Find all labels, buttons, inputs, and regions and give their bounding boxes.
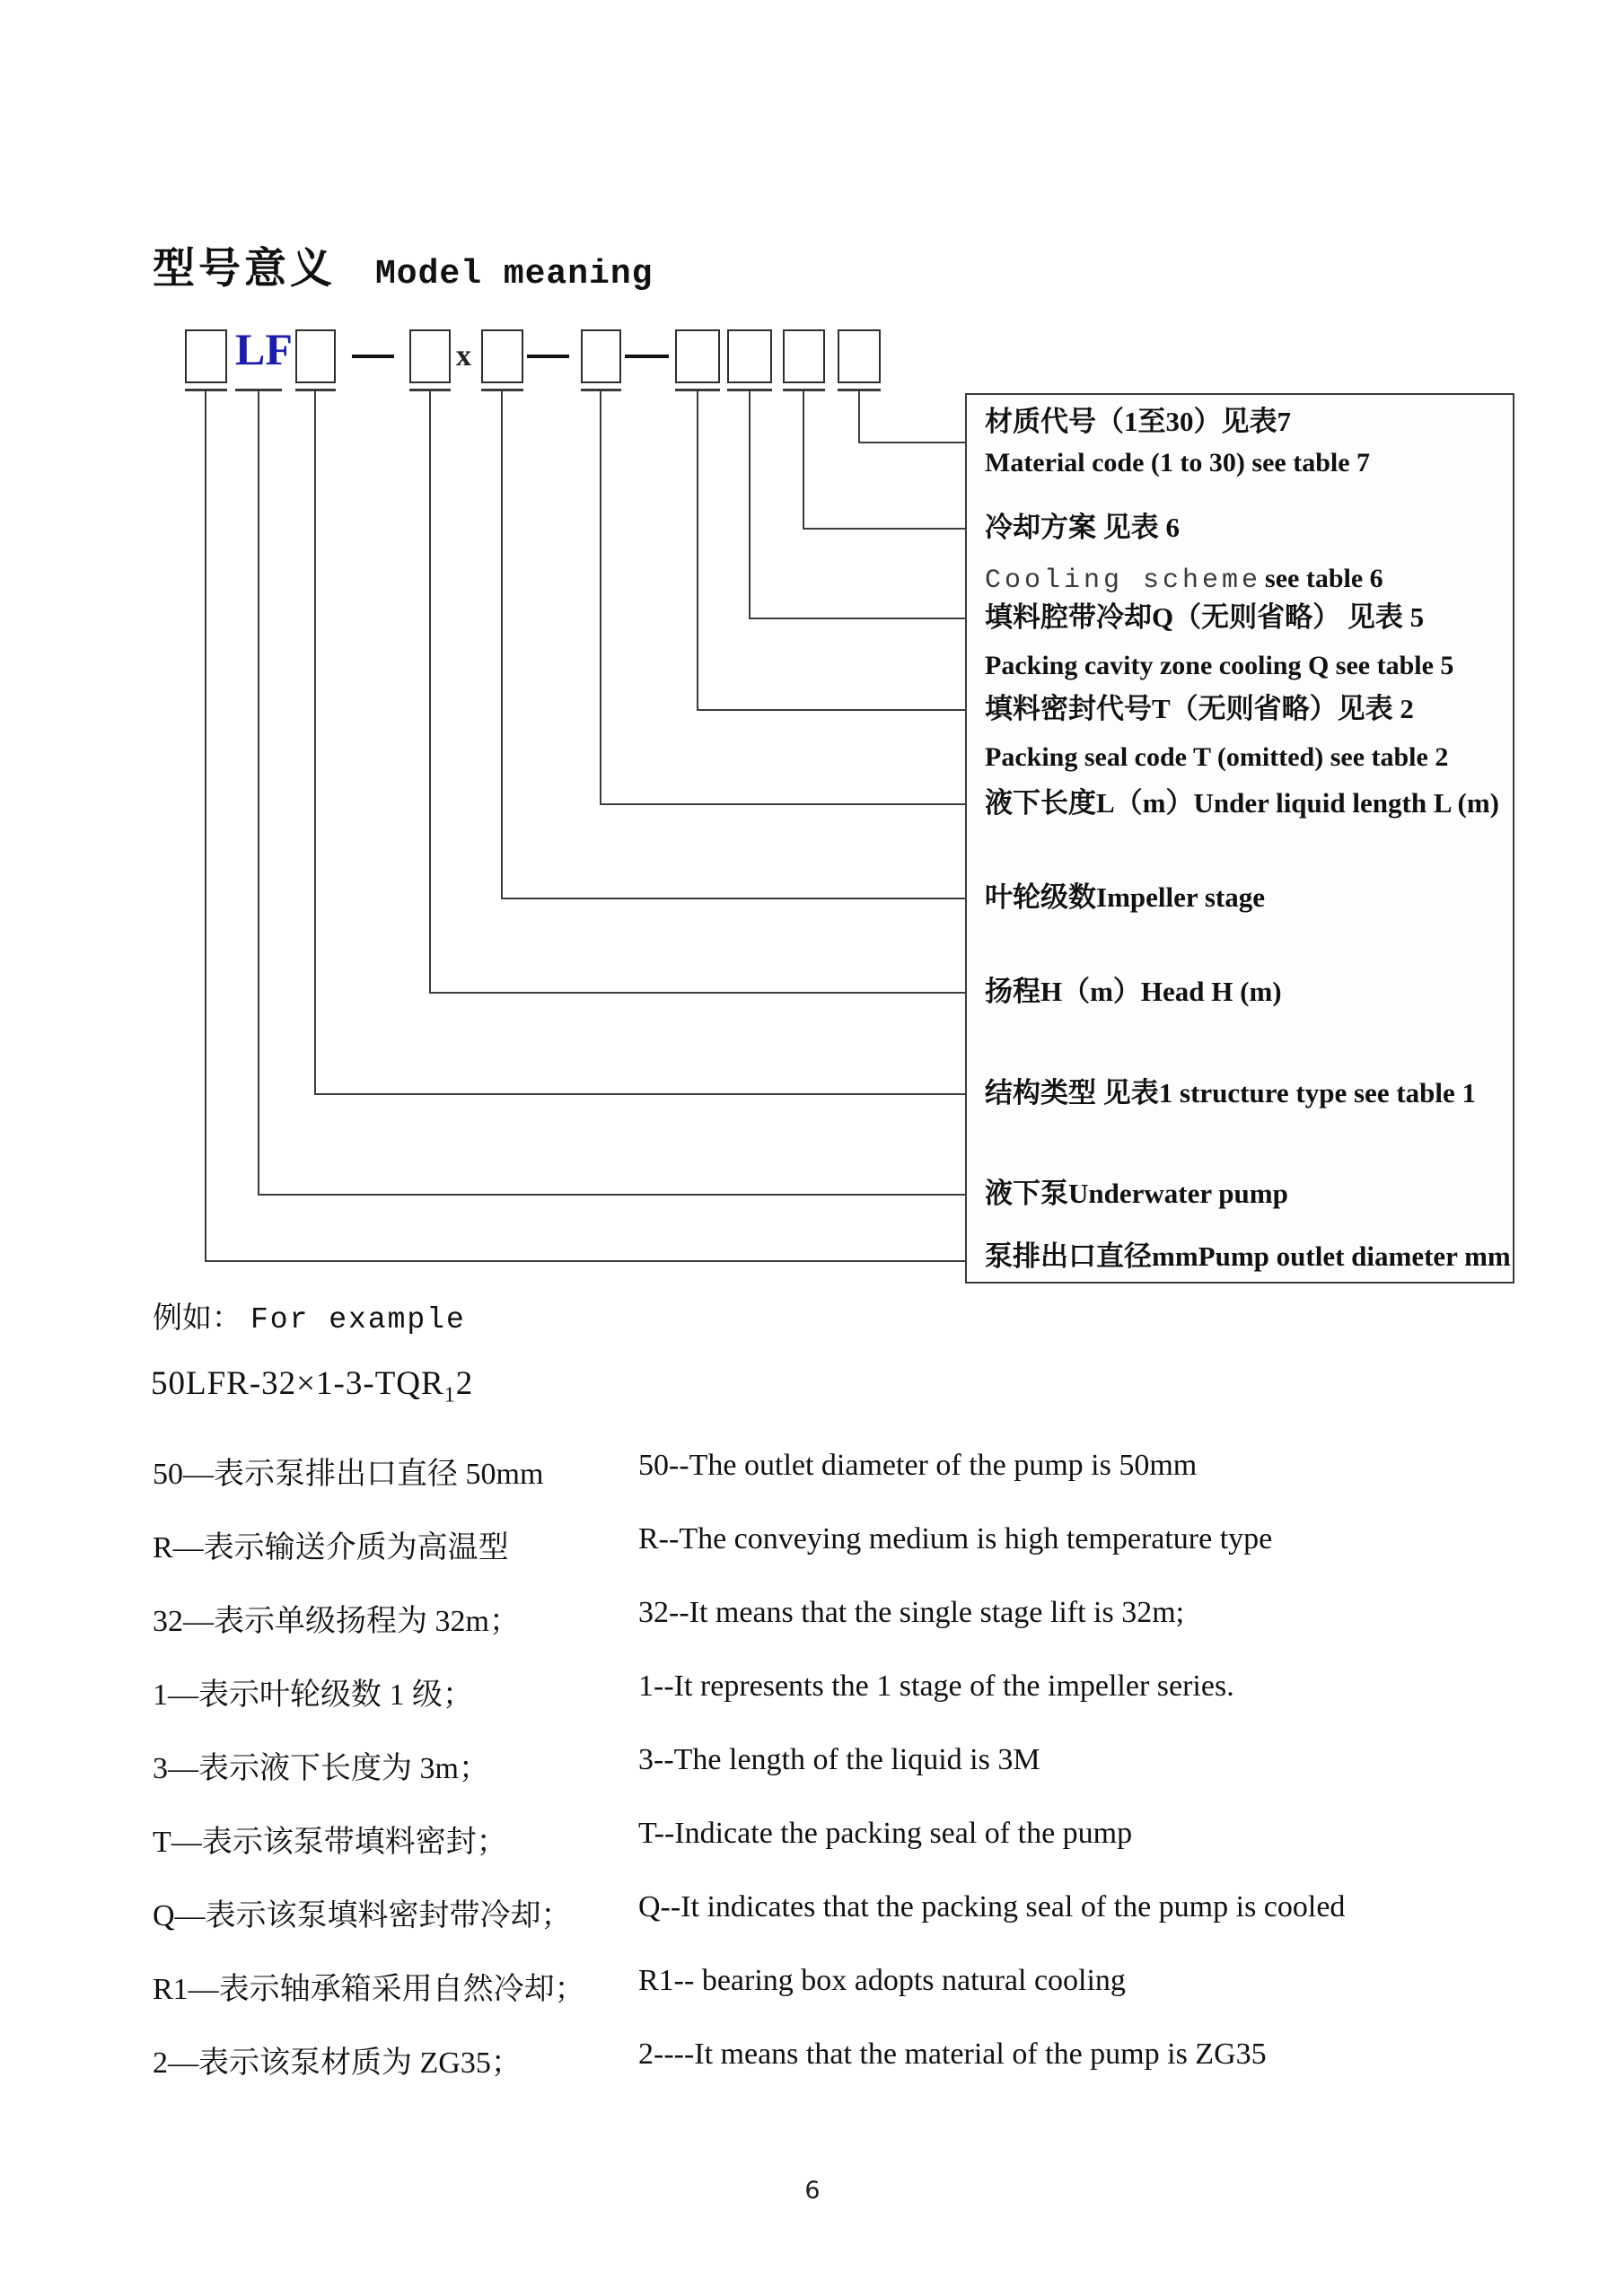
example-row-zh: R—表示输送介质为高温型: [153, 1531, 509, 1564]
example-row-en: 1--It represents the 1 stage of the impeller series.: [638, 1669, 1234, 1703]
example-row-en: T--Indicate the packing seal of the pump: [638, 1817, 1133, 1850]
example-row-zh: 1—表示叶轮级数 1 级；: [153, 1678, 473, 1712]
connector-material-code-h: [858, 442, 965, 443]
legend-material-code-en: Material code (1 to 30) see table 7: [985, 448, 1371, 478]
material-code-box: [838, 329, 881, 383]
connector-outlet-diameter-h: [205, 1260, 965, 1262]
impeller-stage-box: [481, 329, 523, 383]
connector-outlet-diameter-v: [205, 391, 206, 1260]
example-row-zh: 3—表示液下长度为 3m；: [153, 1752, 489, 1785]
connector-packing-cavity-h: [749, 618, 965, 619]
legend-packing-seal-en: Packing seal code T (omitted) see table 2: [985, 742, 1449, 772]
example-row-zh: 2—表示该泵材质为 ZG35；: [153, 2046, 522, 2080]
example-intro-zh: 例如：: [153, 1302, 241, 1335]
page-title-zh: 型号意义: [153, 246, 336, 293]
legend-packing-cavity-en: Packing cavity zone cooling Q see table 5: [985, 651, 1454, 680]
legend-under-liquid-length: 液下长度L（m）Under liquid length L (m): [985, 787, 1499, 819]
under-liquid-length-box: [581, 329, 621, 383]
connector-underwater-pump-h: [258, 1194, 965, 1196]
connector-head-v: [429, 391, 431, 992]
pump-series-code-lf: LF: [235, 324, 293, 374]
model-code-suffix: 2: [455, 1365, 474, 1402]
example-row-en: 3--The length of the liquid is 3M: [638, 1743, 1040, 1776]
example-intro-en: For example: [250, 1303, 466, 1336]
connector-under-liquid-length-v: [600, 391, 601, 803]
example-row-zh: 50—表示泵排出口直径 50mm: [153, 1458, 544, 1491]
connector-head-h: [429, 992, 965, 994]
connector-cooling-scheme-h: [803, 528, 965, 530]
connector-under-liquid-length-h: [600, 803, 965, 805]
connector-impeller-stage-v: [501, 391, 503, 898]
legend-packing-seal-zh: 填料密封代号T（无则省略）见表 2: [985, 693, 1414, 724]
connector-material-code-v: [858, 391, 860, 442]
example-row-zh: Q—表示该泵填料密封带冷却；: [153, 1899, 572, 1932]
connector-structure-type-h: [314, 1093, 965, 1095]
example-row-zh: T—表示该泵带填料密封；: [153, 1826, 507, 1859]
example-row-en: R1-- bearing box adopts natural cooling: [638, 1964, 1126, 1997]
dash-separator-2: [527, 355, 569, 358]
legend-impeller-stage: 叶轮级数Impeller stage: [985, 881, 1265, 913]
connector-packing-cavity-v: [749, 391, 751, 618]
page-title: [153, 235, 653, 295]
structure-type-box: [295, 329, 336, 383]
page-title-en: Model meaning: [375, 255, 654, 294]
multiply-sign: x: [456, 339, 471, 372]
legend-underwater-pump: 液下泵Underwater pump: [985, 1178, 1288, 1209]
connector-packing-seal-h: [697, 709, 965, 711]
legend-outlet-diameter: 泵排出口直径mmPump outlet diameter mm: [985, 1240, 1511, 1272]
page-number: 6: [804, 2177, 821, 2204]
example-model-code: [151, 1364, 473, 1407]
example-row-en: 32--It means that the single stage lift is 32m;: [638, 1596, 1185, 1629]
connector-impeller-stage-h: [501, 898, 965, 899]
dash-separator-3: [625, 355, 669, 358]
example-row-en: Q--It indicates that the packing seal of the pump is cooled: [638, 1890, 1346, 1924]
head-box: [409, 329, 451, 383]
dash-separator-1: [352, 355, 394, 358]
example-row-en: 2----It means that the material of the pump is ZG35: [638, 2037, 1267, 2071]
connector-packing-seal-v: [697, 391, 698, 709]
legend-cooling-scheme-en-mono: Cooling scheme: [985, 565, 1262, 596]
packing-cavity-cooling-box: [727, 329, 772, 383]
connector-structure-type-v: [314, 391, 316, 1093]
example-row-zh: 32—表示单级扬程为 32m；: [153, 1605, 520, 1638]
connector-underwater-pump-v: [258, 391, 259, 1194]
legend-cooling-scheme-en: [985, 563, 1383, 596]
legend-structure-type: 结构类型 见表1 structure type see table 1: [985, 1077, 1477, 1109]
legend-cooling-scheme-en-serif: see table 6: [1265, 564, 1383, 593]
legend-packing-cavity-zh: 填料腔带冷却Q（无则省略） 见表 5: [985, 601, 1425, 633]
legend-material-code-zh: 材质代号（1至30）见表7: [985, 406, 1291, 437]
example-row-zh: R1—表示轴承箱采用自然冷却；: [153, 1973, 585, 2006]
model-code-prefix: 50LFR-32×1-3-TQR: [151, 1365, 444, 1402]
outlet-diameter-box: [185, 329, 227, 383]
legend-cooling-scheme-zh: 冷却方案 见表 6: [985, 512, 1180, 543]
example-row-en: 50--The outlet diameter of the pump is 50mm: [638, 1449, 1198, 1482]
packing-seal-code-box: [675, 329, 720, 383]
legend-head: 扬程H（m）Head H (m): [985, 976, 1282, 1007]
cooling-scheme-box: [783, 329, 825, 383]
example-intro: [153, 1294, 466, 1336]
example-row-en: R--The conveying medium is high temperature type: [638, 1522, 1273, 1555]
model-code-subscript: 1: [443, 1383, 456, 1407]
connector-cooling-scheme-v: [803, 391, 804, 528]
